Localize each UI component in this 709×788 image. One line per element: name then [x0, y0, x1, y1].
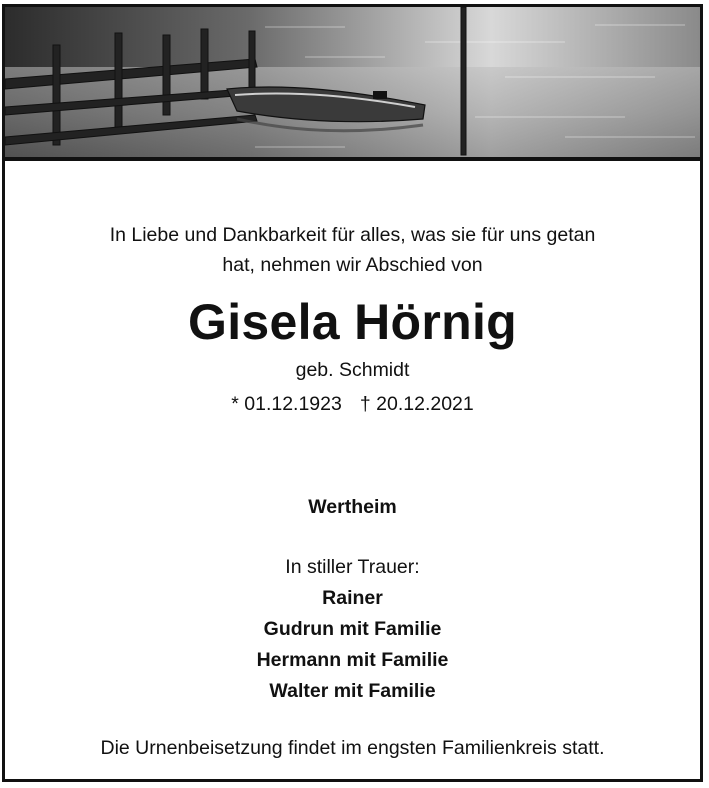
intro-text — [5, 220, 700, 280]
deceased-name: Gisela Hörnig — [188, 294, 517, 350]
intro-line: hat, nehmen wir Abschied von — [222, 254, 483, 276]
mourners-list — [5, 583, 700, 707]
mourner-name: Gudrun mit Familie — [263, 618, 442, 640]
maiden-name: geb. Schmidt — [295, 359, 410, 381]
mourner-name: Hermann mit Familie — [256, 649, 449, 671]
birth-date: 01.12.1923 — [244, 393, 342, 415]
death-cross-icon: † — [359, 393, 371, 415]
closing-note: Die Urnenbeisetzung findet im engsten Familienkreis statt. — [100, 737, 605, 759]
lake-jetty-rowboat-photo — [5, 7, 700, 159]
photo-divider — [5, 157, 700, 161]
intro-line: In Liebe und Dankbarkeit für alles, was sie für uns getan — [109, 224, 596, 246]
death-date: 20.12.2021 — [376, 393, 474, 415]
life-dates — [5, 390, 700, 418]
obituary-notice — [2, 4, 703, 782]
birth-symbol: * — [231, 393, 239, 415]
mourner-name: Walter mit Familie — [269, 680, 436, 702]
mourning-label: In stiller Trauer: — [285, 556, 420, 578]
place: Wertheim — [308, 496, 397, 518]
mourner-name: Rainer — [322, 587, 383, 609]
